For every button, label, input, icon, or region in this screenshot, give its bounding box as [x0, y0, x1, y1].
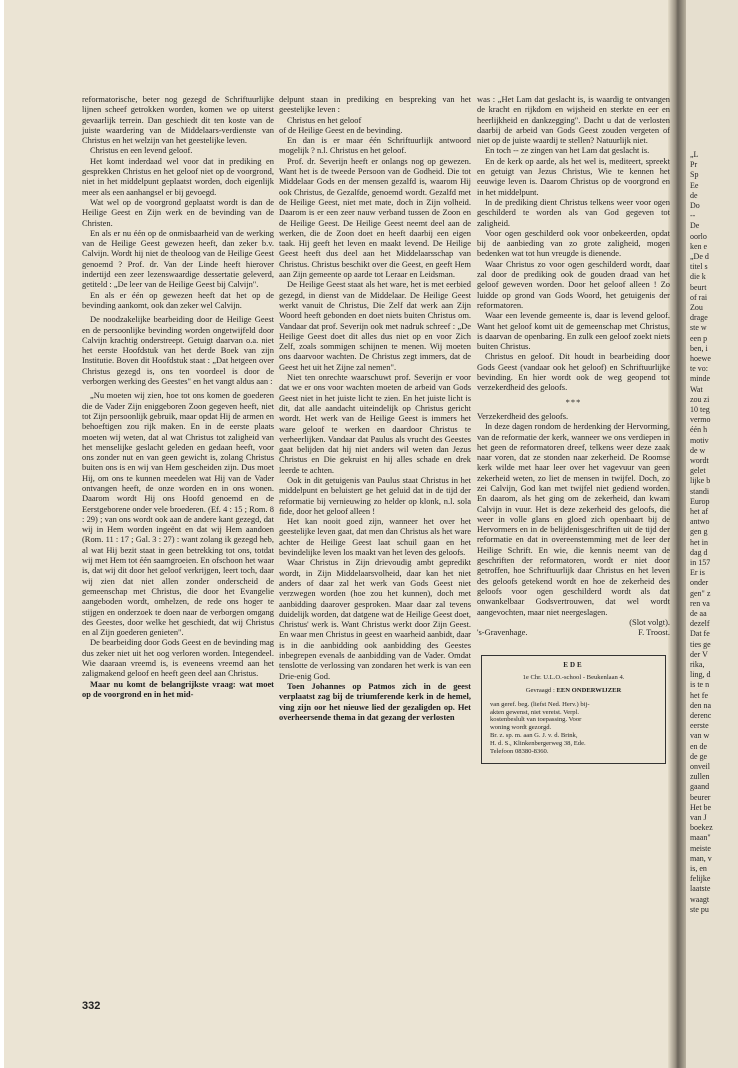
next-page-text-fragment: één h: [690, 425, 708, 435]
next-page-text-fragment: den na: [690, 700, 712, 710]
next-page-text-fragment: gen g: [690, 527, 708, 537]
next-page-text-fragment: oorlo: [690, 231, 707, 241]
paragraph: „Nu moeten wij zien, hoe tot ons komen de goederen die de Vader Zijn eniggeboren Zoon gegeven heeft, niet tot Zijn persoonlijk gebruik, maar opdat Hij de armen en behoeftigen zou rijk maken. En in de eerste plaats moeten wij weten, dat al wat Christus tot zaligheid van het menselijke geslacht geleden en gedaan heeft, voor ons zonder nut en van geen gewicht is, zolang Christus buiten ons is en wij van Hem gescheiden zijn. Dus moet Hij, om ons te kunnen meedelen wat Hij van de Vader ontvangen heeft, de onze worden en in ons wonen. Daarom wordt Hij ons Hoofd genoemd en de Eerstgeborene onder vele broederen. (Ef. 4 : 15 ; Rom. 8 : 29) ; van ons wordt ook aan de andere kant gezegd, dat wij in Hem worden ingeënt en dat wij Hem aandoen (Rom. 11 : 17 ; Gal. 3 : 27) : want zolang ik gezegd heb, al wat Hij bezit staat in geen betrekking tot ons, totdat wij met Hem tot één saamgroeien. En ofschoon het waar is, dat wij dit door het geloof verkrijgen, leert toch, daar wij zien dat niet allen zonder onderscheid de gemeenschap met Christus, die door het Evangelie aangeboden wordt, omhelzen, de rede ons hoger te stijgen en onderzoek te doen naar de verborgen omgang des Geestes, door welke het geschiedt, dat wij Christus en al Zijn goederen genieten".: [82, 390, 274, 638]
next-page-text-fragment: der V: [690, 649, 708, 659]
next-page-text-fragment: meiste: [690, 843, 711, 853]
next-page-text-fragment: Europ: [690, 496, 710, 506]
paragraph: reformatorische, beter nog gezegd de Schriftuurlijke lijnen scheef getrokken worden, komen we op uiterst gevaarlijk terrein. Dan geschiedt dit ten koste van de juiste waardering van de Middelaars-verdienste van Christus en het welzijn van het geestelijke leven.: [82, 94, 274, 146]
paragraph: Waar Christus in Zijn drievoudig ambt gepredikt wordt, in Zijn Middelaarsvolheid, daar kan het niet anders of daar zal het werk van Gods Geest niet verzwegen worden (hoe zou het kunnen), doch met aanbidding daarover gesproken. Maar daar zal tevens duidelijk worden, dat datgene wat de Heilige Geest doet, Christus' werk is. Want Christus werkt door Zijn Geest. En waar men Christus in geest en waarheid aanbidt, daar is in die aanbidding ook aanbidding des Geestes inbegrepen evenals de aanbidding van de Vader. Omdat tenslotte de verlossing van zondaren het werk is van een Drie-enig God.: [279, 557, 471, 681]
next-page-text-fragment: beurt: [690, 282, 707, 292]
column-1: [82, 94, 274, 699]
next-page-text-fragment: Dat fe: [690, 629, 710, 639]
next-page-text-fragment: gen" z: [690, 588, 711, 598]
next-page-text-fragment: maan": [690, 833, 711, 843]
signature: [477, 627, 670, 637]
ad-line: Telefoon 08380-8360.: [490, 747, 549, 755]
paragraph: Maar nu komt de belangrijkste vraag: wat moet op de voorgrond en in het mid-: [82, 678, 274, 699]
next-page-text-fragment: Pr: [690, 160, 698, 170]
job-advertisement: [481, 655, 666, 764]
next-page-text-fragment: gelet: [690, 466, 706, 476]
next-page-text-fragment: zou zi: [690, 394, 710, 404]
next-page-text-fragment: is, en: [690, 864, 707, 873]
paragraph: Het kan nooit goed zijn, wanneer het over het geestelijke leven gaat, dat men dan Christus als het ware achter de Heilige Geest laat schuil gaan en het bevindelijke leven los maakt van het leven des geloofs.: [279, 516, 471, 558]
ad-title: EDE: [563, 661, 584, 670]
ad-line: H. d. S., Klinkenbergerweg 38, Ede.: [490, 739, 586, 747]
next-page-text-fragment: dezelf: [690, 619, 710, 629]
next-page-text-fragment: Het be: [690, 802, 712, 812]
paragraph: En toch -- ze zingen van het Lam dat geslacht is.: [485, 145, 650, 156]
next-page-text-fragment: vermo: [690, 415, 711, 425]
book-spine: [668, 0, 686, 1068]
ad-line: Br. z. sp. m. aan G. J. v. d. Brink,: [490, 732, 578, 740]
paragraph: En als er nu één op de onmisbaarheid van de werking van de Heilige Geest gewezen heeft, dan zeker b.v. Calvijn. Wordt hij niet de theoloog van de Heilige Geest genoemd ? Prof. dr. Van der Linde heeft hierover indertijd een zeer lezenswaardige dessertatie geleverd, getiteld : „De leer van de Heilige Geest bij Calvijn".: [82, 227, 274, 290]
next-page-edge: [686, 0, 738, 1068]
paragraph: In de prediking dient Christus telkens weer voor ogen geschilderd te worden als van God gegeven tot zaligheid.: [477, 196, 670, 228]
next-page-text-fragment: standi: [690, 486, 710, 496]
next-page-text-fragment: wordt: [690, 456, 709, 465]
next-page-text-fragment: Er is: [690, 568, 705, 578]
next-page-text-fragment: --: [690, 211, 696, 221]
paragraph: Waar Christus zo voor ogen geschilderd wordt, daar zal door de prediking ook de gouden draad van het geloof geweven worden. Door het geloof alleen ! Zo luidde op grond van Gods Woord, het getuigenis der reformatoren.: [477, 258, 670, 310]
next-page-text-fragment: of rai: [690, 292, 708, 302]
paragraph: Christus en geloof. Dit houdt in bearbeiding door Gods Geest (vandaar ook het geloof) en Schriftuurlijke bevinding. En hier wordt ook de weg geopend tot verzekerdheid des geloofs.: [477, 351, 670, 393]
next-page-text-fragment: de: [690, 190, 698, 200]
paragraph: De Heilige Geest staat als het ware, het is met eerbied gezegd, in dienst van de Middelaar. De Heilige Geest werkt vanuit de Christus, Die Zelf dat werk aan Zijn Woord heeft gebonden en doet niets buiten Christus om. Vandaar dat prof. Severijn ook met nadruk schreef : „De Heilige Geest doet dit alles dus niet op en voor Zich Zelf, zoals sommigen schijnen te menen. Wij moeten ons daarvoor wachten. De Christus zegt immers, dat de Geest het uit het Zijne zal nemen".: [279, 279, 471, 372]
ad-line: van geref. beg. (liefst Ned. Herv.) bij-: [490, 700, 590, 708]
next-page-text-fragment: die k: [690, 272, 706, 282]
next-page-text-fragment: „De d: [690, 252, 709, 261]
paragraph: Toen Johannes op Patmos zich in de geest verplaatst zag bij de triumferende kerk in de hemel, ving zijn oor het nieuwe lied der gezaligden op. Het overheersende thema in dat gezang der verlosten: [279, 680, 471, 722]
next-page-text-fragment: felijke: [690, 874, 711, 884]
paragraph: Wat wel op de voorgrond geplaatst wordt is dan de Heilige Geest en Zijn werk en de bevinding van de Christen.: [82, 196, 274, 228]
next-page-text-fragment: laatste: [690, 884, 711, 894]
paragraph: Prof. dr. Severijn heeft er onlangs nog op gewezen. Want het is de tweede Persoon van de Godheid. Die tot Middelaar Gods en der mensen gezalfd is, waarom Hij ook Christus, de Gezalfde, genoemd wordt. Gezalfd met de Heilige Geest, niet met mate, doch in Zijn volheid. Daarom is er een zeer nauw verband tussen de Zoon en de Heilige Geest. De Heilige Geest neemt deel aan de werken, die de Zoon doet en heeft daarbij een eigen taak. Hij geeft het leven en maakt levend. De Heilige Geest heeft dus deel aan het Middelaarsschap van Christus. Christus beschikt over die Geest, en geeft Hem aan Zijn gemeente op aarde tot Leraar en Leidsman.: [279, 155, 471, 280]
next-page-text-fragment: antwo: [690, 517, 710, 527]
paragraph: Het komt inderdaad wel voor dat in prediking en gesprekken Christus en het geloof niet op de voorgrond, niet in het middelpunt geplaatst worden, doch eigenlijk meer als een aanhangsel er bij gevoegd.: [82, 155, 274, 197]
column-3: [477, 94, 670, 764]
next-page-text-fragment: van J: [690, 813, 707, 822]
next-page-text-fragment: de w: [690, 445, 706, 455]
ad-line: kostenbeslult van toepassing. Voor: [490, 716, 582, 724]
next-page-text-fragment: dag d: [690, 547, 708, 557]
section-divider: ***: [565, 396, 582, 407]
next-page-text-fragment: ste w: [690, 323, 707, 333]
next-page-text-fragment: te vo:: [690, 364, 708, 374]
next-page-text-fragment: Wat: [690, 384, 703, 394]
ad-school: 1e Chr. U.L.O.-school - Beukenlaan 4.: [522, 674, 625, 682]
paragraph: En als er één op gewezen heeft dat het op de bevinding aankomt, ook dan zeker wel Calvijn.: [82, 289, 274, 310]
next-page-text-fragment: en de: [690, 741, 708, 751]
next-page-text-fragment: Sp: [690, 170, 699, 180]
paragraph: En de kerk op aarde, als het wel is, mediteert, spreekt en getuigt van Jezus Christus, Wie te kennen het eeuwige leven is. Daarom Christus op de voorgrond en in het middelpunt.: [477, 155, 670, 197]
next-page-text-fragment: onder: [690, 578, 709, 588]
next-page-text-fragment: 10 teg: [690, 405, 710, 414]
next-page-text-fragment: Do: [690, 201, 700, 210]
next-page-text-fragment: man, v: [690, 853, 712, 863]
next-page-text-fragment: het fe: [690, 690, 708, 700]
next-page-text-fragment: zullen: [690, 772, 710, 782]
column-2: [279, 94, 471, 722]
next-page-text-fragment: waagt: [690, 894, 710, 904]
next-page-text-fragment: hoewe: [690, 354, 711, 363]
next-page-text-fragment: minde: [690, 374, 710, 384]
paragraph: De noodzakelijke bearbeiding door de Heilige Geest en de persoonlijke bevinding worden ongetwijfeld door Calvijn krachtig onderstreept. Getuigt daarvan o.a. niet het eerste Hoofdstuk van het derde Boek van zijn Institutie. Boven dit Hoofdstuk staat : „Dat hetgeen over Christus gezegd is, ons ten voordeel is door de verborgen werking des Geestes" en het vangt aldus aan :: [82, 314, 274, 387]
next-page-text-fragment: onveil: [690, 762, 710, 771]
next-page-text-fragment: in 157: [690, 558, 711, 567]
next-page-text-fragment: ken e: [690, 241, 708, 251]
next-page-text-fragment: Zou: [690, 303, 703, 312]
next-page-text-fragment: lijke b: [690, 476, 711, 486]
paragraph: Voor ogen geschilderd ook voor onbekeerden, opdat bij de aanbieding van zo grote zaligheid, mogen bedenken wat tot hun vreugde is dienende.: [477, 227, 670, 259]
next-page-text-fragment: van w: [690, 731, 710, 741]
paragraph: Verzekerdheid des geloofs.: [477, 410, 569, 421]
signature-author: F. Troost.: [638, 627, 670, 638]
paragraph: was : „Het Lam dat geslacht is, is waardig te ontvangen de kracht en rijkdom en wijsheid en sterkte en eer en heerlijkheid en dankzegging". Dacht u dat de verlosten daarbij de arbeid van Gods Geest zouden vergeten of niet op de juiste waardij te stellen? Natuurlijk niet.: [477, 94, 670, 146]
next-page-text-fragment: Ee: [690, 180, 699, 190]
next-page-text-fragment: eerste: [690, 721, 709, 731]
next-page-text-fragment: De: [690, 221, 700, 231]
paragraph: Christus en het geloof: [287, 114, 362, 125]
next-page-text-fragment: ste pu: [690, 904, 709, 914]
paragraph: delpunt staan in prediking en bespreking van het geestelijke leven :: [279, 94, 471, 115]
paragraph: In deze dagen rondom de herdenking der Hervorming, van de reformatie der kerk, wanneer we ons verdiepen in het geen de reformatoren dreef, telkens weer deze zaak naar voren, dat ze stonden naar zekerheid. De Roomse kerk wilde met haar leer over het vagevuur van geen zekerheid weten, zo liet de mensen in twijfel. Doch, zo zei Calvijn, God kan met twijfel niet gediend worden. En daarom, als het ging om de zekerheid, dan kwam Calvijn in vuur. Het is deze zekerheid des geloofs, die weer in volle glans en gloed zich openbaart bij de Hervormers en in de belijdenisgeschriften uit de tijd der reformatie en dat in overeenstemming met de leer der Heilige Schrift. En wie, die kennis neemt van de geschriften der reformatoren, wordt er niet door getroffen, hoe Schriftuurlijk daar Christus en het leven des geloofs getekend wordt en hoe de zekerheid des geloofs voor ogen geschilderd wordt als dat onwankelbaar Godsvertrouwen, dat wel wordt aangevochten, maar niet neergeslagen.: [477, 421, 670, 617]
paragraph: Niet ten onrechte waarschuwt prof. Severijn er voor dat we er ons voor wachten moeten de arbeid van Gods Geest niet in het juiste licht te zien. En het juiste licht is dit, dat alle aandacht uiteindelijk op Christus gericht wordt. Het werk van de Heilige Geest is immers het ware geloof te werken en daardoor Christus te verheerlijken. Vandaar dat Paulus als vrucht des Geestes gaat belijden dat hij niet anders wil weten dan Jezus Christus en Die gekruist en hij alles schade en drek leerde te achten.: [279, 372, 471, 475]
next-page-text-fragment: „L: [690, 150, 699, 159]
page-number: 332: [82, 1000, 101, 1012]
continuation-note: (Slot volgt).: [629, 616, 670, 627]
paragraph: Waar een levende gemeente is, daar is levend geloof. Want het geloof komt uit de gemeenschap met Christus, is daarvan de openbaring. En zulk een geloof zoekt niets buiten Christus.: [477, 310, 670, 352]
next-page-text-fragment: ren va: [690, 598, 710, 608]
next-page-text-fragment: ling, d: [690, 670, 711, 680]
next-page-text-fragment: een p: [690, 333, 708, 343]
ad-line: akten gewenst, niet vereist. Verpl.: [490, 708, 580, 716]
next-page-text-fragment: titel s: [690, 262, 708, 272]
paragraph: of de Heilige Geest en de bevinding.: [279, 124, 403, 135]
next-page-text-fragment: de ge: [690, 751, 708, 761]
next-page-text-fragment: motiv: [690, 435, 709, 445]
ad-wanted: Gevraagd : EEN ONDERWIJZER: [525, 687, 622, 695]
next-page-text-fragment: het in: [690, 537, 708, 547]
next-page-text-fragment: ben, i: [690, 343, 708, 353]
signature-place: 's-Gravenhage.: [477, 627, 528, 638]
next-page-text-fragment: gaand: [690, 782, 710, 792]
paragraph: Ook in dit getuigenis van Paulus staat Christus in het middelpunt en beluistert ge het geluid dat in de tijd der reformatie bij vernieuwing zo helder op klonk, n.l. sola fide, door het geloof alleen !: [279, 474, 471, 516]
paragraph: Christus en een levend geloof.: [90, 145, 193, 156]
next-page-text-fragment: het af: [690, 507, 708, 516]
next-page-text-fragment: boekez: [690, 823, 713, 833]
next-page-text-fragment: ties ge: [690, 639, 711, 649]
paragraph: En dan is er maar één Schriftuurlijk antwoord mogelijk ? n.l. Christus en het geloof.: [279, 135, 471, 156]
next-page-text-fragment: rika,: [690, 660, 705, 669]
next-page-text-fragment: is te n: [690, 680, 710, 690]
paragraph: De bearbeiding door Gods Geest en de bevinding mag dus zeker niet uit het oog verloren worden. Integendeel. Wie daaraan vreemd is, is eveneens vreemd aan het zaligmakend geloof en heeft geen deel aan Christus.: [82, 637, 274, 679]
next-page-text-fragment: de aa: [690, 609, 707, 618]
next-page-text-fragment: derenc: [690, 711, 712, 720]
ad-line: woning wordt gezorgd.: [490, 724, 552, 732]
next-page-text-fragment: beurer: [690, 792, 711, 802]
next-page-text-fragment: drage: [690, 313, 708, 323]
